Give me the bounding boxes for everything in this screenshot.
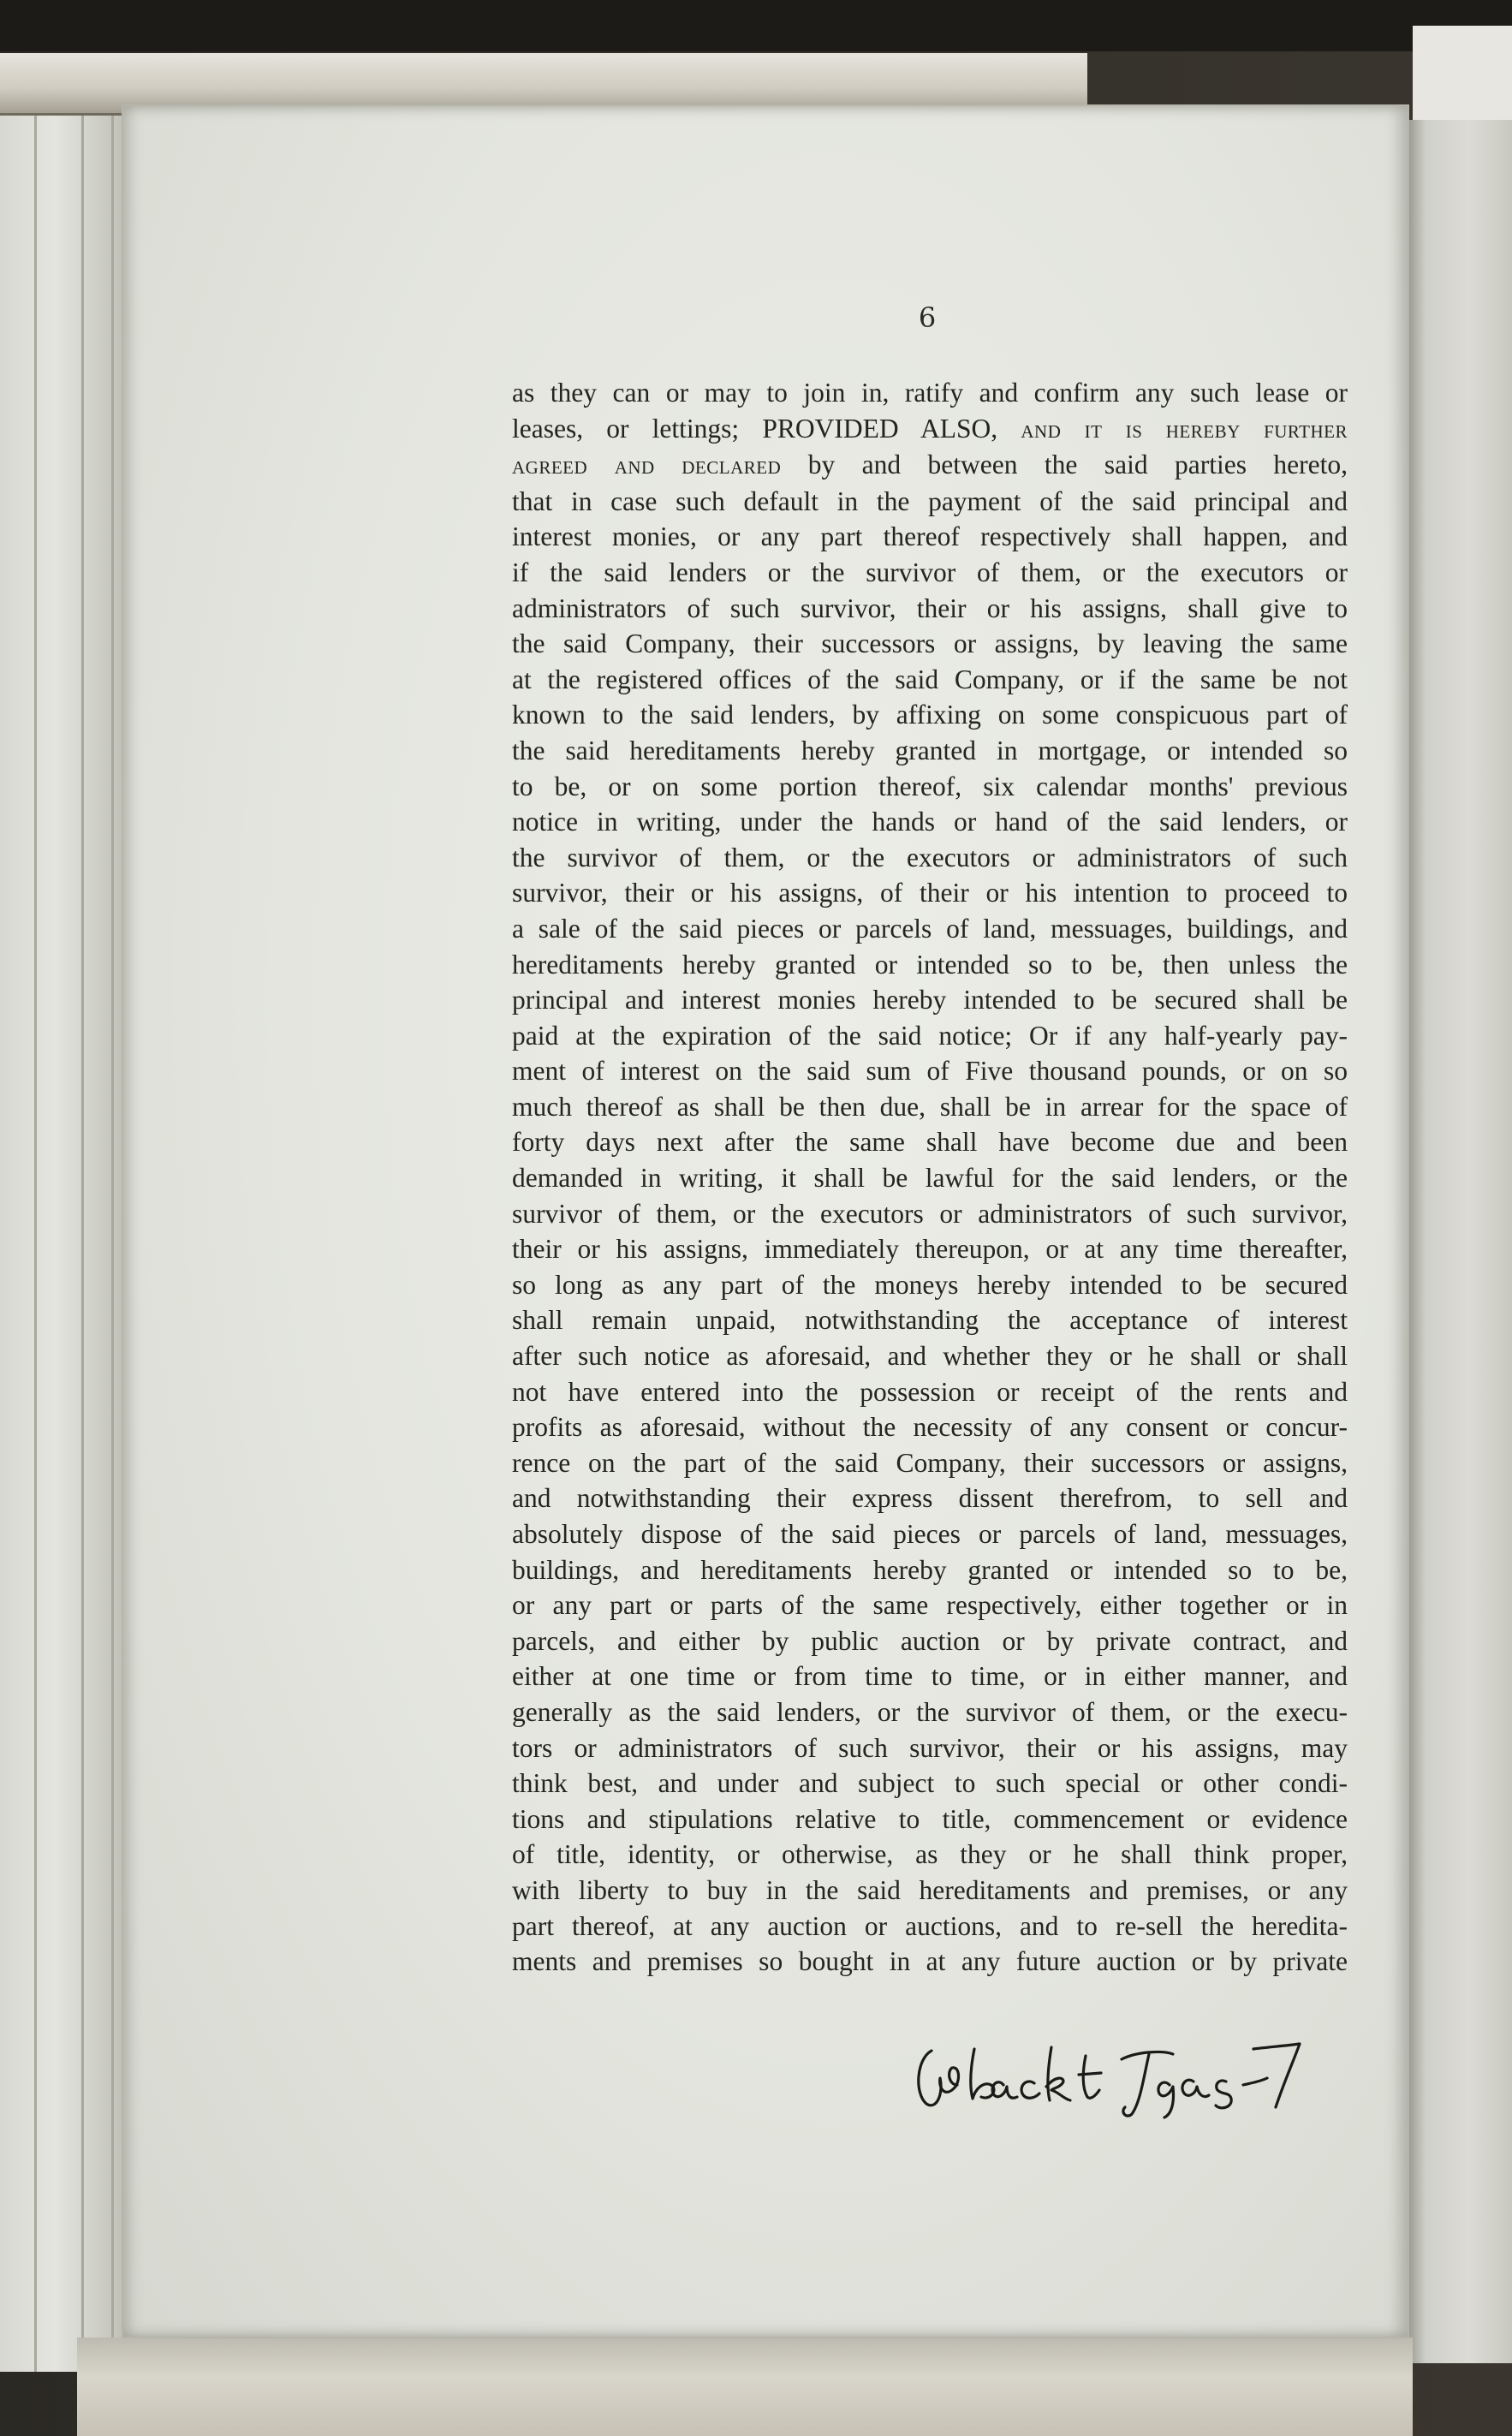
text-line: part thereof, at any auction or auctions, and to re-sell the heredita- (512, 1910, 1348, 1941)
text-line: think best, and under and subject to such special or other condi- (512, 1768, 1348, 1799)
text-line: the survivor of them, or the executors or administrators of such (512, 842, 1348, 873)
text-line: as they can or may to join in, ratify and confirm any such lease or (512, 378, 1348, 408)
adjacent-page-top (1413, 26, 1512, 120)
text-line: so long as any part of the moneys hereby intended to be secured (512, 1269, 1348, 1300)
text-line: interest monies, or any part thereof respectively shall happen, and (512, 521, 1348, 552)
text-line: profits as aforesaid, without the necessity of any consent or concur- (512, 1412, 1348, 1443)
page-number: 6 (918, 301, 937, 334)
text-line-part: by and between the said parties hereto, (781, 450, 1348, 480)
text-line: ment of interest on the said sum of Five thousand pounds, or on so (512, 1056, 1348, 1087)
handwritten-annotation (908, 2025, 1310, 2119)
text-line: the said Company, their successors or assigns, by leaving the same (512, 628, 1348, 659)
text-line: or any part or parts of the same respectively, either together or in (512, 1590, 1348, 1621)
text-line: forty days next after the same shall have become due and been (512, 1127, 1348, 1158)
text-line: rence on the part of the said Company, their successors or assigns, (512, 1447, 1348, 1478)
smallcaps-phrase: and it is hereby further (1021, 414, 1348, 444)
text-line: a sale of the said pieces or parcels of land, messuages, buildings, and (512, 913, 1348, 944)
handwriting-drawing (908, 2025, 1310, 2119)
page-stack-left (0, 103, 139, 2372)
body-text (512, 375, 1348, 1980)
text-line: tions and stipulations relative to title, commencement or evidence (512, 1803, 1348, 1834)
smallcaps-phrase: agreed and declared (512, 451, 782, 480)
text-line: paid at the expiration of the said notice; Or if any half-yearly pay- (512, 1020, 1348, 1051)
text-line (512, 411, 1348, 448)
text-line: buildings, and hereditaments hereby granted or intended so to be, (512, 1554, 1348, 1585)
text-line: either at one time or from time to time, or in either manner, and (512, 1661, 1348, 1692)
page-edge (81, 103, 84, 2372)
text-line: of title, identity, or otherwise, as they or he shall think proper, (512, 1839, 1348, 1870)
page-stack-bottom (77, 2338, 1413, 2436)
text-line: principal and interest monies hereby intended to be secured shall be (512, 985, 1348, 1015)
text-line: after such notice as aforesaid, and whether they or he shall or shall (512, 1341, 1348, 1372)
text-line: survivor of them, or the executors or administrators of such survivor, (512, 1198, 1348, 1229)
text-line: to be, or on some portion thereof, six calendar months' previous (512, 771, 1348, 801)
text-line: with liberty to buy in the said hereditaments and premises, or any (512, 1874, 1348, 1905)
text-line: administrators of such survivor, their or his assigns, shall give to (512, 593, 1348, 623)
text-line: notice in writing, under the hands or hand of the said lenders, or (512, 807, 1348, 837)
text-line: generally as the said lenders, or the survivor of them, or the execu- (512, 1696, 1348, 1727)
text-line: absolutely dispose of the said pieces or parcels of land, messuages, (512, 1519, 1348, 1549)
text-line: not have entered into the possession or receipt of the rents and (512, 1376, 1348, 1407)
text-line: if the said lenders or the survivor of them, or the executors or (512, 557, 1348, 587)
text-line: tors or administrators of such survivor, their or his assigns, may (512, 1732, 1348, 1763)
text-line: that in case such default in the payment of the said principal and (512, 485, 1348, 516)
text-line (512, 447, 1348, 484)
text-line: at the registered offices of the said Company, or if the same be not (512, 664, 1348, 694)
text-line: and notwithstanding their express dissent therefrom, to sell and (512, 1483, 1348, 1514)
text-line: known to the said lenders, by affixing on some conspicuous part of (512, 700, 1348, 730)
text-line: much thereof as shall be then due, shall be in arrear for the space of (512, 1091, 1348, 1122)
text-line-part: leases, or lettings; PROVIDED ALSO, (512, 413, 998, 444)
adjacent-pages-right (1404, 120, 1512, 2363)
text-line: survivor, their or his assigns, of their or his intention to proceed to (512, 878, 1348, 908)
page-edge (111, 103, 114, 2372)
text-line: hereditaments hereby granted or intended so to be, then unless the (512, 949, 1348, 980)
text-line: the said hereditaments hereby granted in mortgage, or intended so (512, 735, 1348, 765)
text-line: shall remain unpaid, notwithstanding the acceptance of interest (512, 1305, 1348, 1336)
text-line: demanded in writing, it shall be lawful for the said lenders, or the (512, 1163, 1348, 1194)
text-line: parcels, and either by public auction or by private contract, and (512, 1625, 1348, 1656)
page-edge (34, 103, 37, 2372)
text-line: ments and premises so bought in at any future auction or by private (512, 1946, 1348, 1977)
text-line: their or his assigns, immediately thereupon, or at any time thereafter, (512, 1234, 1348, 1265)
